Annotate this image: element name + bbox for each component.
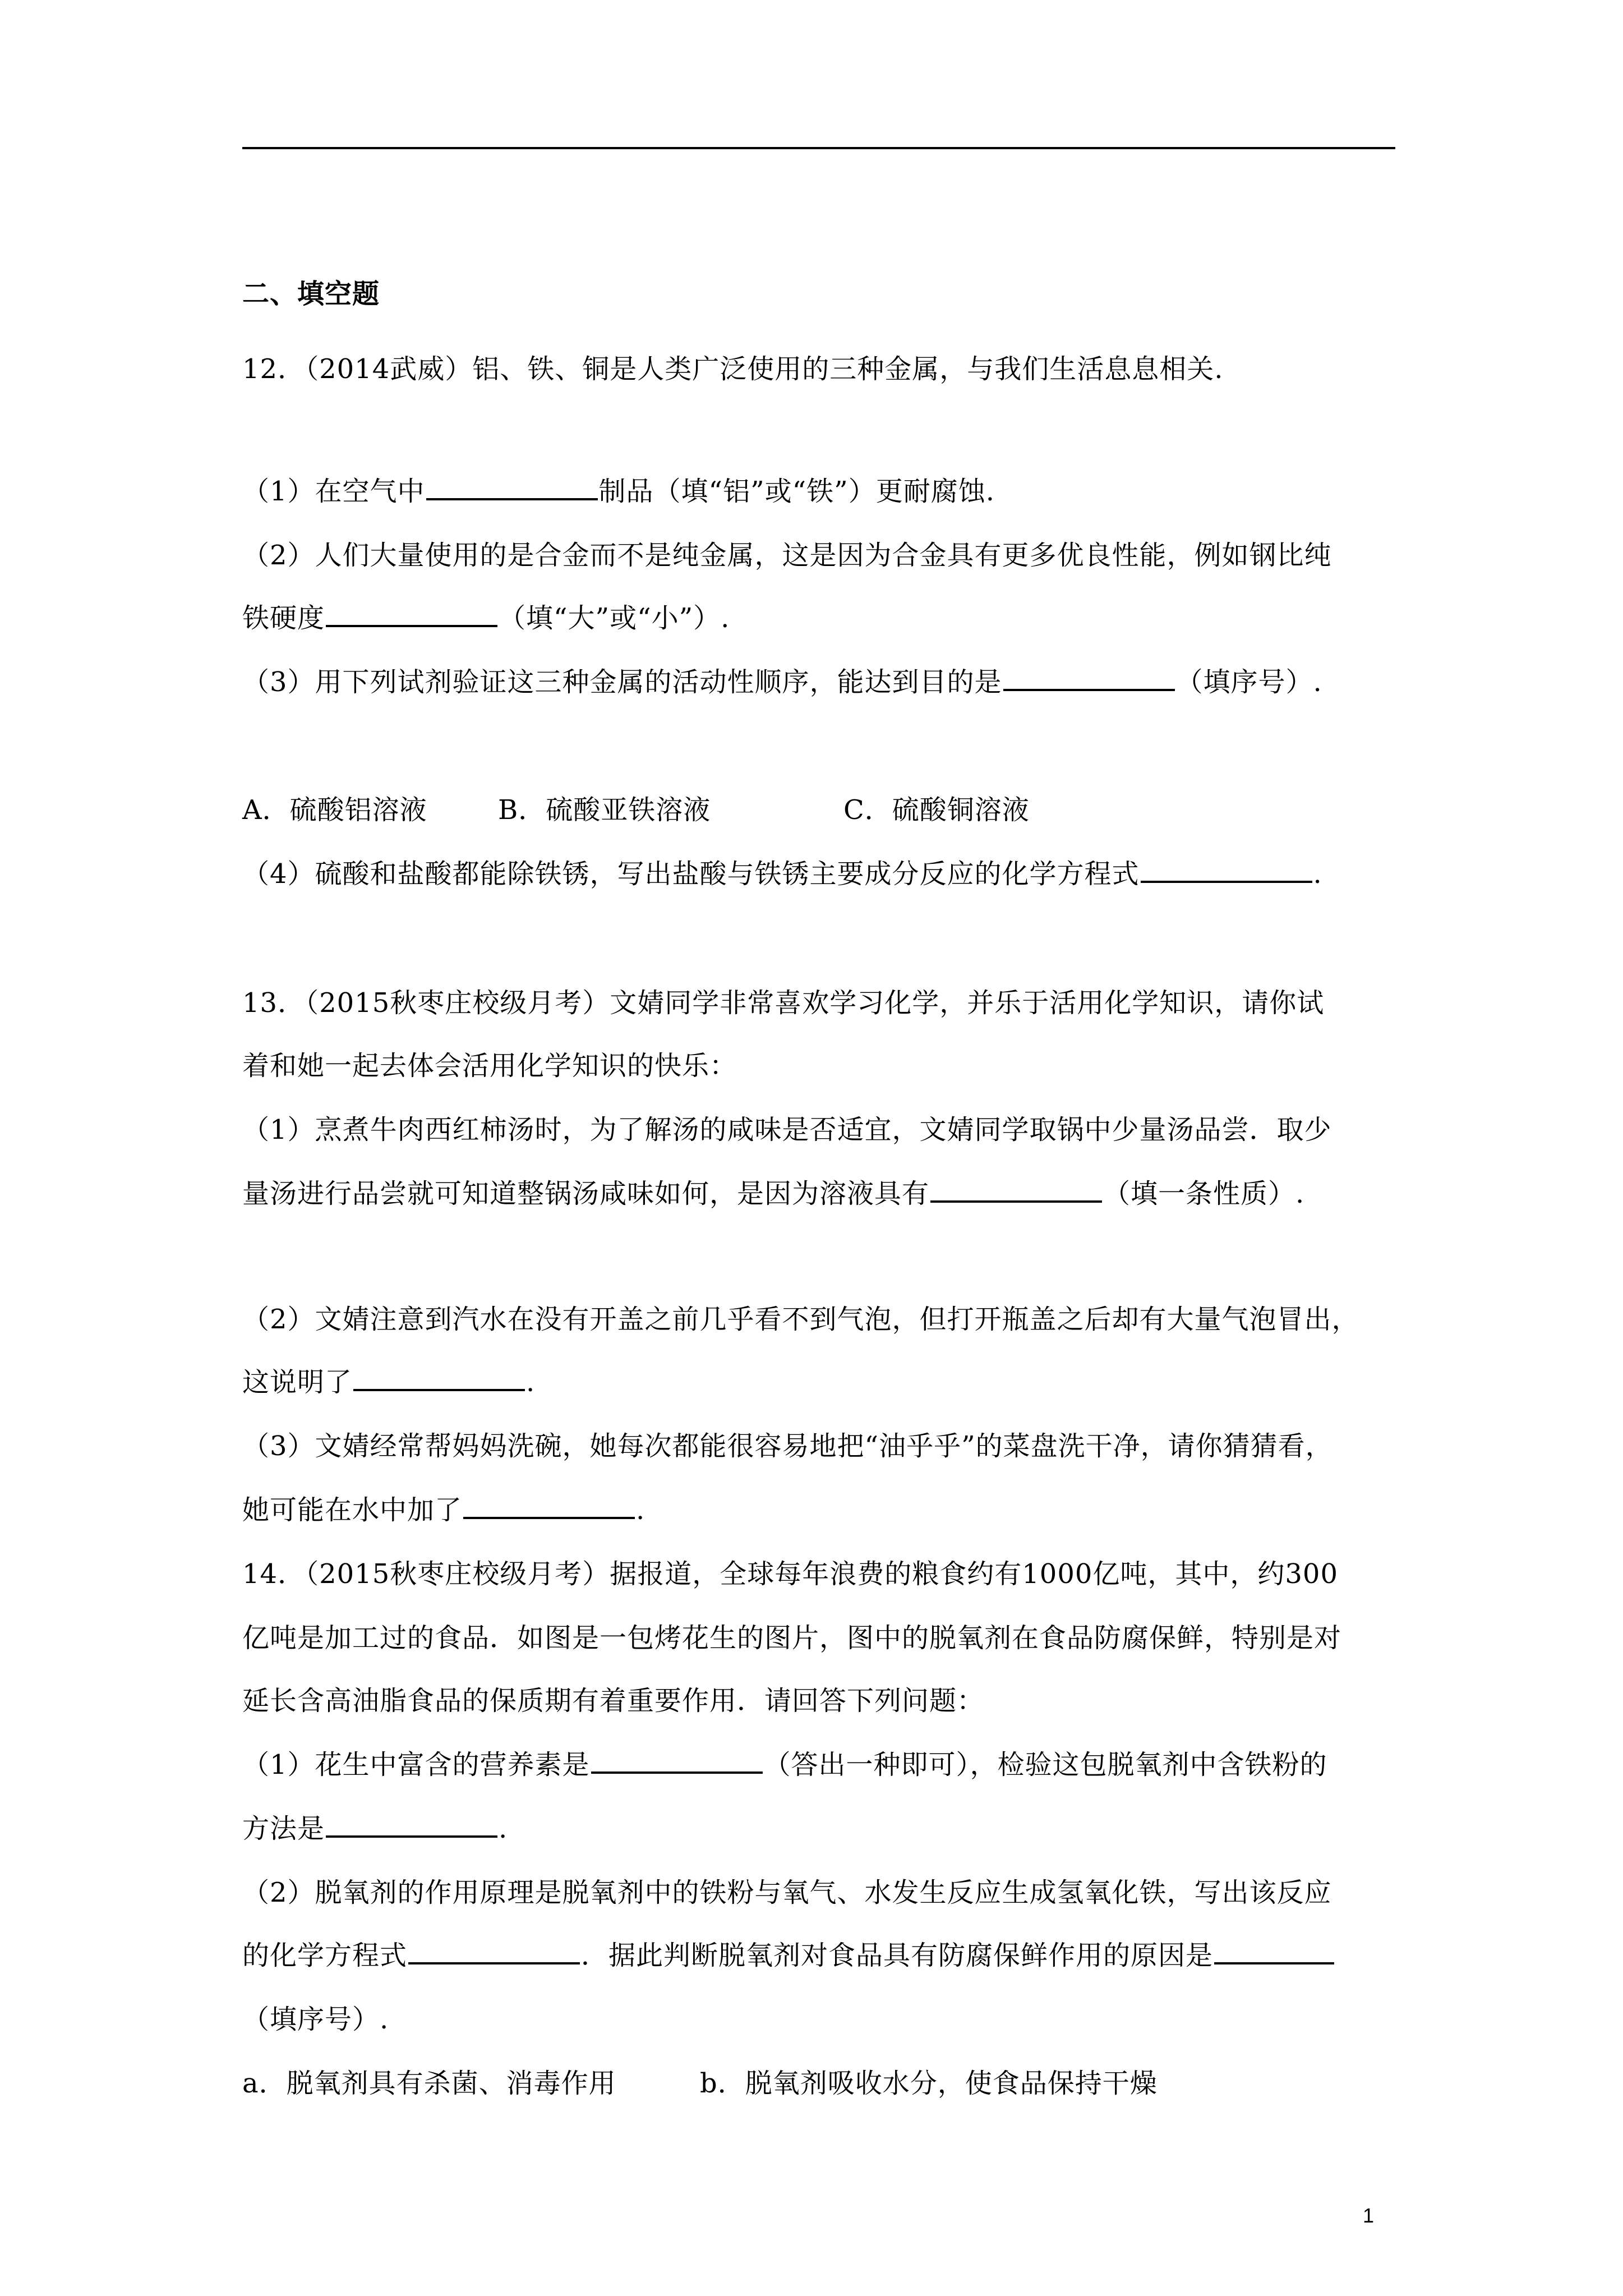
- q13-part3-text-a: 她可能在水中加了: [242, 1494, 463, 1526]
- q14-part2-blank-2[interactable]: [1214, 1938, 1334, 1964]
- q12-part2-blank[interactable]: [326, 600, 497, 627]
- q14-part2-line1: （2）脱氧剂的作用原理是脱氧剂中的铁粉与氧气、水发生反应生成氢氧化铁，写出该反应: [242, 1877, 1332, 1908]
- q13-part2-text-a: 这说明了: [242, 1366, 353, 1398]
- q13-part2-line2: [242, 1364, 535, 1400]
- q13-part3-blank[interactable]: [463, 1492, 635, 1519]
- q12-part3-text-a: （3）用下列试剂验证这三种金属的活动性顺序，能达到目的是: [242, 666, 1002, 698]
- q14-part1-line1: [242, 1747, 1327, 1783]
- q13-part1-blank[interactable]: [930, 1176, 1102, 1203]
- q12-option-c: C．硫酸铜溶液: [843, 794, 1030, 826]
- q14-part1-text-b: （答出一种即可），检验这包脱氧剂中含铁粉的: [763, 1749, 1327, 1780]
- q14-option-b: b．脱氧剂吸收水分，使食品保持干燥: [700, 2068, 1158, 2099]
- q14-part2-text-a: 的化学方程式: [242, 1940, 408, 1971]
- q14-part1-blank-1[interactable]: [591, 1747, 763, 1774]
- q14-stem-line1: 14．（2015秋枣庄校级月考）据报道，全球每年浪费的粮食约有1000亿吨，其中，约300: [242, 1558, 1339, 1590]
- q13-part3-line1: （3）文婧经常帮妈妈洗碗，她每次都能很容易地把“油乎乎”的菜盘洗干净，请你猜猜看，: [242, 1430, 1333, 1462]
- q12-part1-text-a: （1）在空气中: [242, 476, 425, 507]
- q13-part2-text-b: .: [526, 1366, 536, 1398]
- q12-part1-blank[interactable]: [426, 473, 598, 500]
- q14-stem-line3: 延长含高油脂食品的保质期有着重要作用．请回答下列问题：: [242, 1685, 985, 1717]
- q14-part1-line2: [242, 1811, 508, 1847]
- section-title: 二、填空题: [242, 278, 380, 310]
- q13-part2-line1: （2）文婧注意到汽水在没有开盖之前几乎看不到气泡，但打开瓶盖之后却有大量气泡冒出，: [242, 1304, 1359, 1335]
- q14-part2-text-b: ．据此判断脱氧剂对食品具有防腐保鲜作用的原因是: [581, 1940, 1214, 1971]
- q12-part3-text-b: （填序号）.: [1175, 666, 1322, 698]
- q13-part1-text-b: （填一条性质）.: [1103, 1178, 1305, 1209]
- q12-part2-text-b: （填“大”或“小”）.: [499, 602, 730, 634]
- q12-part4-blank[interactable]: [1141, 856, 1312, 883]
- q14-part1-text-d: .: [499, 1813, 508, 1844]
- q13-stem-line2: 着和她一起去体会活用化学知识的快乐：: [242, 1050, 737, 1082]
- q12-part4-text-a: （4）硫酸和盐酸都能除铁锈，写出盐酸与铁锈主要成分反应的化学方程式: [242, 858, 1140, 890]
- q14-options: [242, 2065, 1158, 2101]
- q13-part1-text-a: 量汤进行品尝就可知道整锅汤咸味如何，是因为溶液具有: [242, 1178, 930, 1209]
- q12-part2-text-a: 铁硬度: [242, 602, 325, 634]
- q12-option-b: B．硫酸亚铁溶液: [498, 794, 711, 826]
- q14-part1-text-a: （1）花生中富含的营养素是: [242, 1749, 590, 1780]
- page-number: 1: [1363, 2204, 1375, 2227]
- q12-part1-text-b: 制品（填“铝”或“铁”）更耐腐蚀.: [598, 476, 995, 507]
- q13-part3-text-b: .: [636, 1494, 645, 1526]
- q12-option-a: A．硫酸铝溶液: [242, 794, 427, 826]
- q13-part1-line2: [242, 1176, 1304, 1212]
- q13-part2-blank[interactable]: [353, 1364, 525, 1391]
- q14-option-a: a．脱氧剂具有杀菌、消毒作用: [242, 2068, 616, 2099]
- q12-part4: [242, 856, 1322, 892]
- q12-options: [242, 792, 1030, 828]
- q12-stem: 12．（2014武威）铝、铁、铜是人类广泛使用的三种金属，与我们生活息息相关.: [242, 353, 1224, 385]
- q12-part2-line1: （2）人们大量使用的是合金而不是纯金属，这是因为合金具有更多优良性能，例如钢比纯: [242, 540, 1332, 571]
- q12-part2-line2: [242, 600, 730, 636]
- q13-part1-line1: （1）烹煮牛肉西红柿汤时，为了解汤的咸味是否适宜，文婧同学取锅中少量汤品尝．取少: [242, 1114, 1332, 1145]
- q12-part3-blank[interactable]: [1003, 664, 1175, 691]
- q14-part1-blank-2[interactable]: [326, 1811, 497, 1838]
- q14-stem-line2: 亿吨是加工过的食品．如图是一包烤花生的图片，图中的脱氧剂在食品防腐保鲜，特别是对: [242, 1622, 1342, 1654]
- q12-part3: [242, 664, 1322, 700]
- q14-part2-line3: （填序号）.: [242, 2004, 389, 2035]
- q14-part2-blank-1[interactable]: [408, 1938, 580, 1964]
- q12-part4-text-b: .: [1313, 858, 1322, 890]
- q13-stem-line1: 13．（2015秋枣庄校级月考）文婧同学非常喜欢学习化学，并乐于活用化学知识，请你试: [242, 987, 1325, 1019]
- header-rule: [242, 147, 1395, 149]
- q13-part3-line2: [242, 1492, 645, 1528]
- q14-part1-text-c: 方法是: [242, 1813, 325, 1844]
- q14-part2-line2: [242, 1938, 1335, 1973]
- q12-part1: [242, 473, 995, 509]
